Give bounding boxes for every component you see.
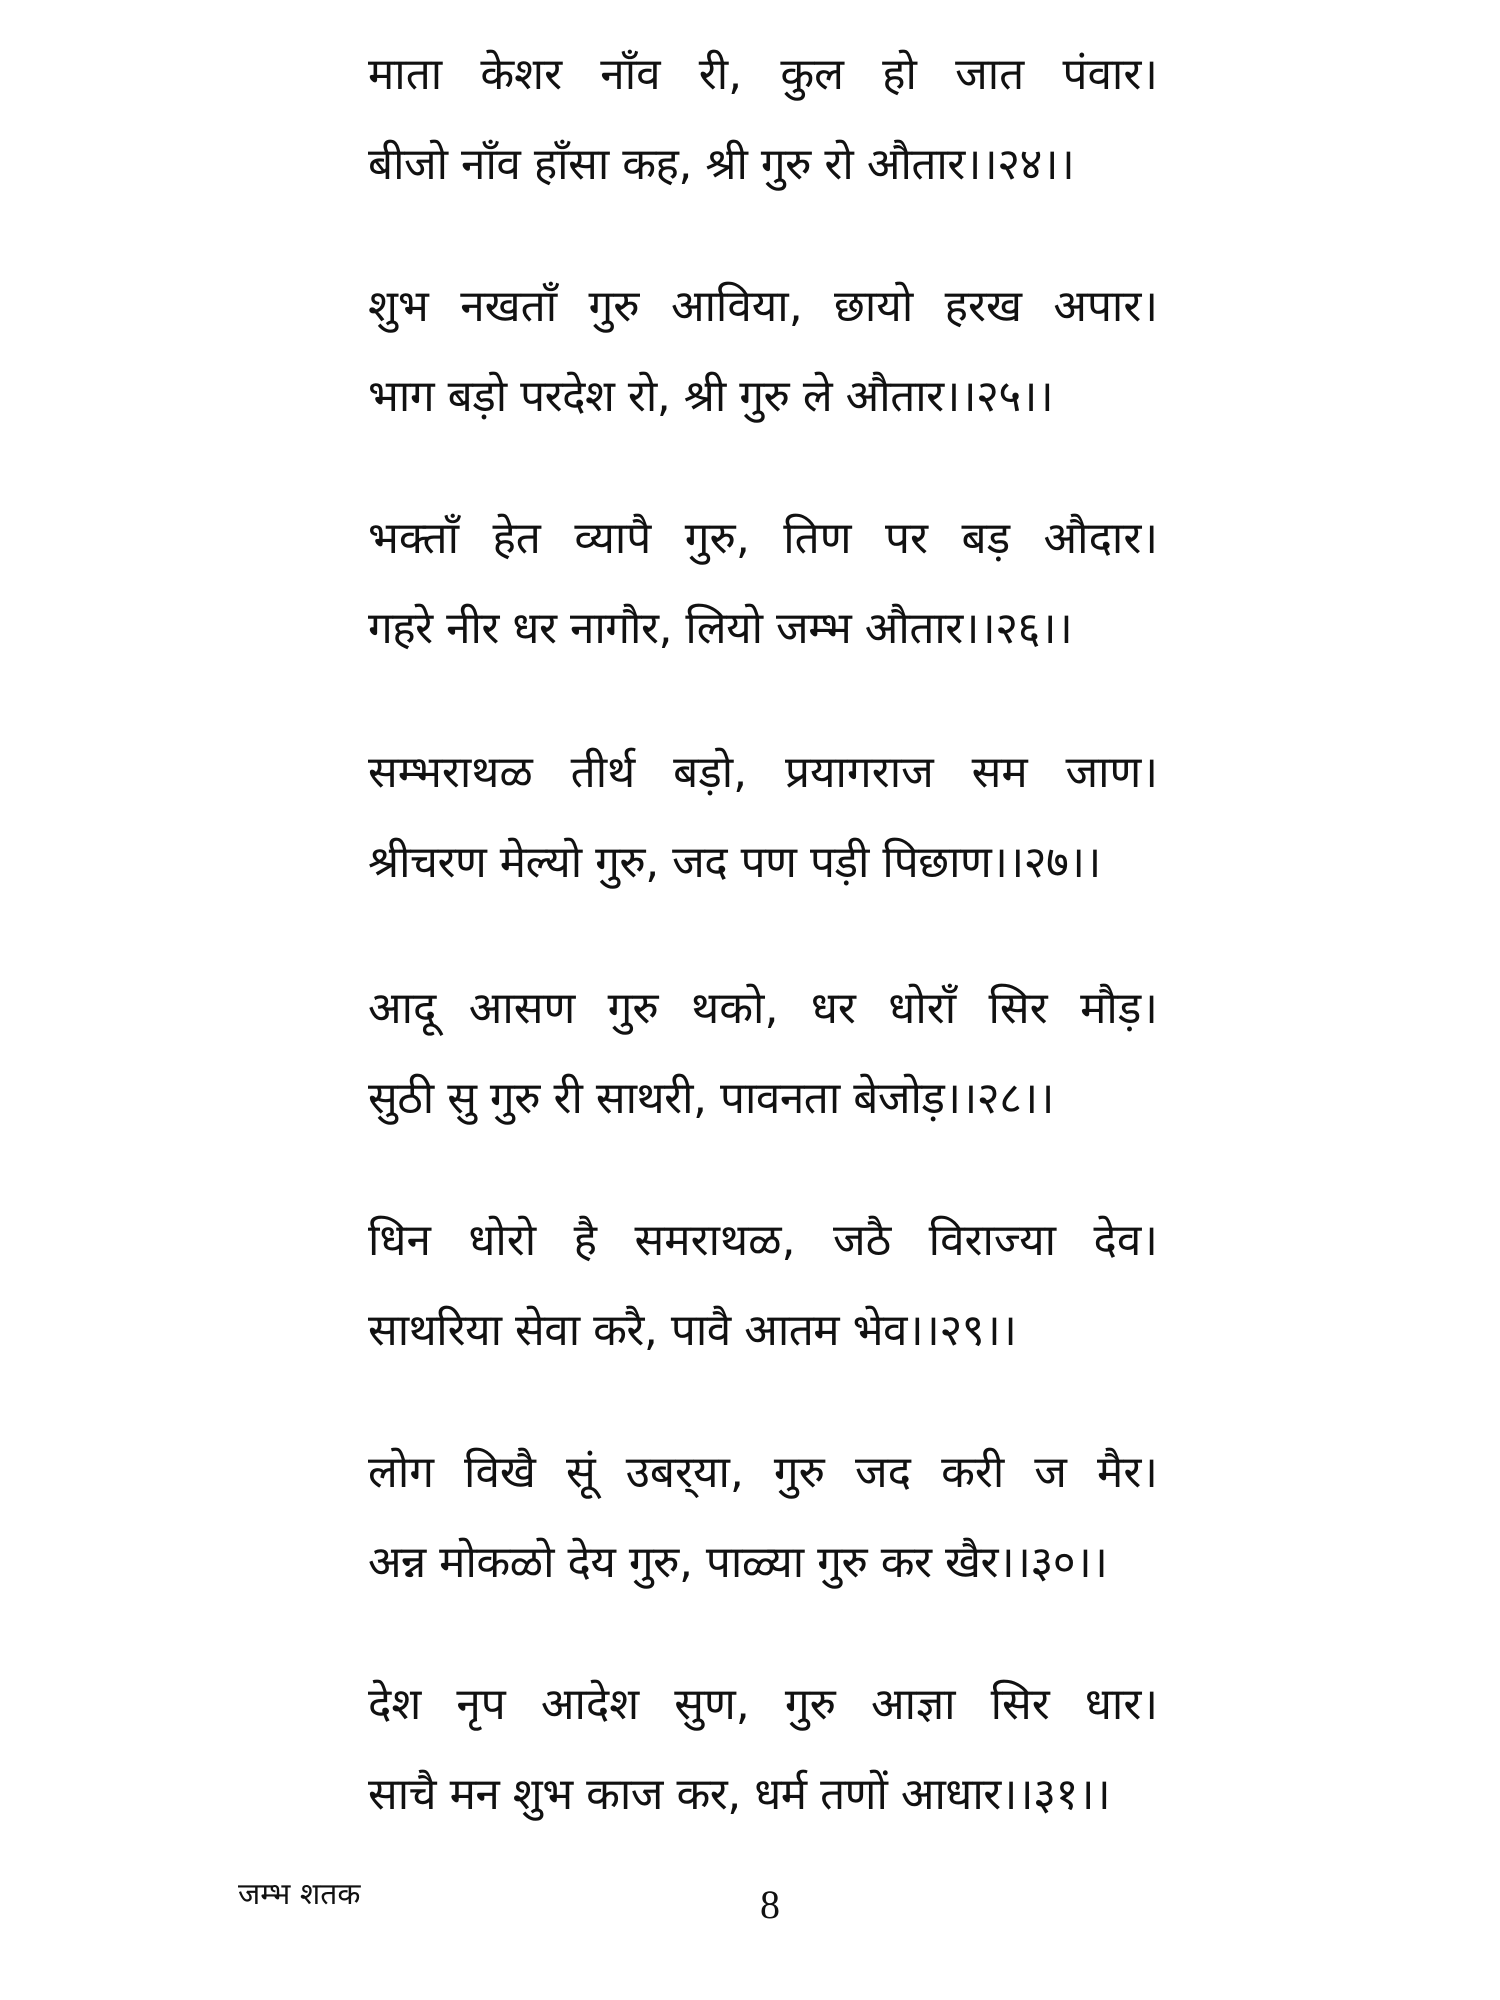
stanza-27 [368,728,1158,908]
stanza-29 [368,1196,1158,1376]
verse-line: गहरे नीर धर नागौर, लियो जम्भ औतार।।२६।। [368,603,1073,654]
running-footer-title: जम्भ शतक [238,1877,361,1912]
stanza-31 [368,1660,1158,1840]
verse-line: सम्भराथळ तीर्थ बड़ो, प्रयागराज सम जाण। [368,747,1158,798]
stanza-24 [368,30,1158,210]
verse-line: भाग बड़ो परदेश रो, श्री गुरु ले औतार।।२५।। [368,371,1054,422]
verse-line: आदू आसण गुरु थको, धर धोराँ सिर मौड़। [368,983,1158,1034]
verse-line: माता केशर नाँव री, कुल हो जात पंवार। [368,49,1158,100]
verse-line: देश नृप आदेश सुण, गुरु आज्ञा सिर धार। [368,1679,1158,1730]
verse-line: लोग विखै सूं उबर्‌या, गुरु जद करी ज मैर। [368,1447,1158,1498]
verse-line: शुभ नखताँ गुरु आविया, छायो हरख अपार। [368,281,1158,332]
verse-line: बीजो नाँव हाँसा कह, श्री गुरु रो औतार।।२४।। [368,139,1075,190]
verse-line: भक्ताँ हेत व्यापै गुरु, तिण पर बड़ औदार। [368,513,1158,564]
verse-line: साथरिया सेवा करै, पावै आतम भेव।।२९।। [368,1305,1017,1356]
verse-line: धिन धोरो है समराथळ, जठै विराज्या देव। [368,1215,1158,1266]
stanza-28 [368,964,1158,1144]
verse-line: श्रीचरण मेल्यो गुरु, जद पण पड़ी पिछाण।।२७।। [368,837,1101,888]
stanza-26 [368,494,1158,674]
verse-line: अन्न मोकळो देय गुरु, पाळ्या गुरु कर खैर।।३०।। [368,1537,1108,1588]
stanza-30 [368,1428,1158,1608]
stanza-25 [368,262,1158,442]
verse-line: साचै मन शुभ काज कर, धर्म तणों आधार।।३१।। [368,1769,1111,1820]
page-number: 8 [760,1882,780,1927]
verse-line: सुठी सु गुरु री साथरी, पावनता बेजोड़।।२८।। [368,1073,1054,1124]
